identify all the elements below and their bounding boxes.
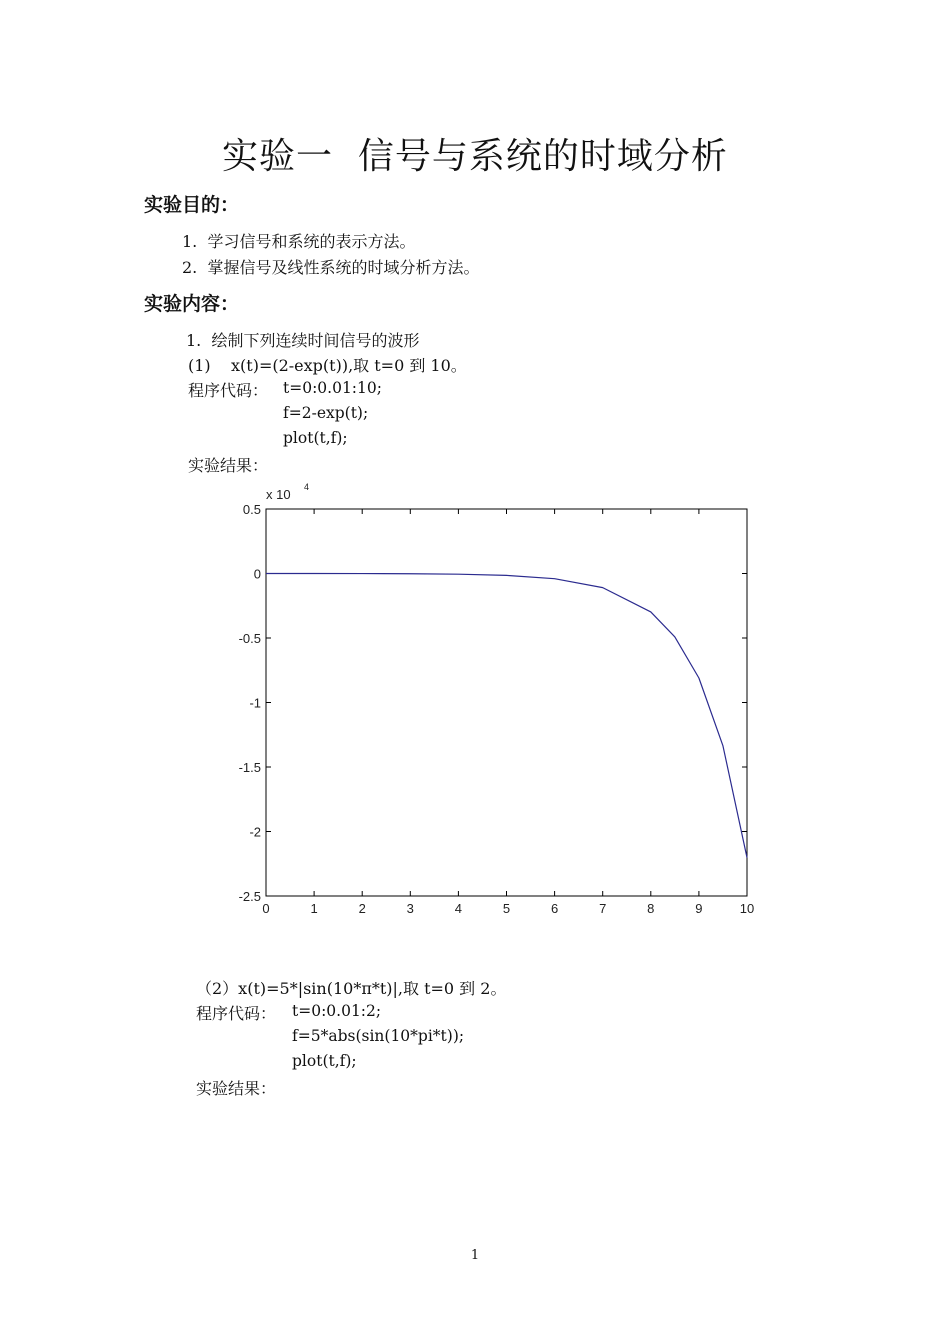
purpose-heading: 实验目的： [144,194,240,216]
part1-result-label: 实验结果： [188,456,269,475]
x-tick-label: 3 [406,901,414,916]
x-tick-label: 7 [599,901,607,916]
part2-result-label: 实验结果： [196,1079,277,1098]
x-tick-label: 10 [739,901,755,916]
axis-scale-exponent: 4 [304,482,310,492]
purpose-item-2: 2. 掌握信号及线性系统的时域分析方法。 [182,258,480,277]
part2-code-line-1: t=0:0.01:2; [292,1002,382,1020]
y-tick-label: -1.5 [238,760,261,775]
content-heading: 实验内容： [144,293,240,315]
x-tick-label: 2 [358,901,366,916]
axis-scale-label: x 10 [266,487,291,502]
x-tick-label: 9 [695,901,703,916]
part2-code-line-2: f=5*abs(sin(10*pi*t)); [292,1027,465,1045]
part1-code-line-3: plot(t,f); [283,429,348,447]
x-tick-label: 8 [647,901,655,916]
x-tick-label: 1 [310,901,318,916]
x-tick-label: 6 [550,901,559,916]
part1-code-label: 程序代码： [188,381,269,400]
task-text: 1. 绘制下列连续时间信号的波形 [186,331,420,350]
y-tick-label: -2.5 [238,889,261,904]
part2-code-label: 程序代码： [196,1004,277,1023]
y-tick-label: -2 [249,824,261,840]
page-number: 1 [470,1248,480,1263]
purpose-item-1: 1. 学习信号和系统的表示方法。 [182,232,416,251]
part1-code-line-1: t=0:0.01:10; [283,379,382,397]
plot-frame [266,509,747,896]
y-tick-label: -1 [249,695,261,711]
y-tick-label: -0.5 [238,631,261,646]
part2-code-line-3: plot(t,f); [292,1052,357,1070]
part1-formula: (1) x(t)=(2-exp(t)),取 t=0 到 10。 [188,356,467,375]
x-tick-label: 4 [454,901,463,916]
page-title: 实验一 信号与系统的时域分析 [222,136,728,177]
x-tick-label: 0 [262,901,270,916]
y-tick-label: 0.5 [242,502,261,517]
x-tick-label: 5 [502,901,511,916]
part1-code-line-2: f=2-exp(t); [283,404,369,422]
part2-formula: （2）x(t)=5*|sin(10*π*t)|,取 t=0 到 2。 [196,979,507,998]
y-tick-label: 0 [253,566,261,582]
